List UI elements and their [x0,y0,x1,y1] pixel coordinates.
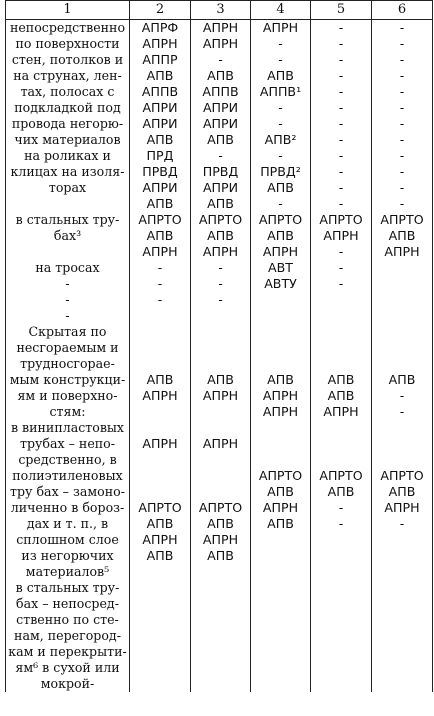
wire-mark: АПВ [207,68,234,83]
wire-mark-cell [191,324,251,692]
table-row [6,212,433,324]
description-line: бах – непосред- [16,596,119,611]
wire-mark: - [278,100,283,115]
wire-mark [372,324,432,340]
wire-mark [191,564,250,580]
wire-mark [130,420,190,436]
column-header-3: 3 [191,1,251,20]
wire-mark: АПРН [202,436,239,451]
description-line: мокрой- [40,676,95,691]
wire-mark-cell [130,324,191,692]
wire-mark [251,628,310,644]
wire-mark [191,628,250,644]
wire-mark-cell [311,20,372,213]
wire-mark: АПРИ [142,180,178,195]
description-line: на струнах, лен- [13,68,122,83]
description-line [6,196,129,212]
description-line: тах, полосах с [20,84,115,99]
wire-mark: АПВ [146,68,174,83]
wire-mark: - [338,180,344,195]
wire-mark: АПРН [202,36,239,51]
wire-mark: - [399,404,405,419]
description-line: на роликах и [24,148,111,163]
wire-mark: - [218,276,223,291]
wire-mark: АПВ [207,132,234,147]
wire-mark [251,580,310,596]
wire-mark [191,356,250,372]
wire-mark [311,340,371,356]
description-line: ям⁶ в сухой или [15,660,120,675]
wire-mark: - [338,132,344,147]
description-line [6,244,129,260]
wire-mark [372,340,432,356]
wire-mark [311,436,371,452]
wire-mark [372,612,432,628]
wire-mark: - [399,388,405,403]
wire-mark: - [338,36,344,51]
wire-mark: АПРИ [202,116,239,131]
description-line: мым конструкци- [9,372,126,387]
description-line: личенно в бороз- [10,500,125,515]
wire-mark: АПРТО [380,468,424,483]
description-line: провода негорю- [11,116,124,131]
wire-mark: АПРН [323,228,359,243]
wire-mark [251,340,310,356]
wire-mark: АПВ [207,372,234,387]
wire-mark [130,324,190,340]
description-line: непосредственно [9,20,126,35]
table-body [6,20,433,693]
wire-mark-cell [372,212,433,324]
description-line: несгораемым и [16,340,119,355]
wire-mark [130,644,190,660]
wire-mark: АПРН [142,36,178,51]
wire-mark: - [338,100,344,115]
wire-mark: АППВ [141,84,179,99]
wire-mark: - [338,148,344,163]
wire-mark [372,660,432,676]
description-line: кам и перекрыти- [8,644,127,659]
wire-mark [311,580,371,596]
wire-mark [251,436,310,452]
description-line: полиэтиленовых [12,468,123,483]
wire-mark [251,324,310,340]
wire-mark [311,308,371,324]
description-line: трубах – непо- [19,436,115,451]
wire-mark [191,420,250,436]
wire-mark [372,420,432,436]
wire-mark [130,564,190,580]
wire-mark: АПВ [267,484,294,499]
wire-mark [311,596,371,612]
wire-mark: АПРН [142,532,178,547]
wire-mark: АПВ [388,372,416,387]
wire-mark [191,452,250,468]
wire-mark [372,532,432,548]
wire-mark [130,452,190,468]
wire-mark [191,580,250,596]
wire-mark: - [338,260,344,275]
wire-mark [191,468,250,484]
description-line: Скрытая по [28,324,107,339]
description-line: нам, перегород- [14,628,121,643]
description-cell [6,324,130,692]
wire-mark-cell [251,212,311,324]
wire-mark [311,644,371,660]
description-line: торах [48,180,87,195]
wire-mark [372,596,432,612]
wire-mark [251,612,310,628]
wire-mark: - [399,148,405,163]
description-line: бах³ [53,228,82,243]
wire-mark: АПВ [207,548,234,563]
wire-mark [251,676,310,692]
wire-mark [372,436,432,452]
wire-mark: АПВ [146,132,174,147]
wire-mark-cell [311,212,372,324]
wire-mark [130,404,190,420]
wire-mark: АПРН [262,20,299,35]
wire-mark: - [278,116,283,131]
wire-mark [130,484,190,500]
wire-mark: АПРФ [141,20,179,35]
wire-mark: ПРВД² [260,164,301,179]
wire-mark: - [399,20,405,35]
wire-mark: - [218,292,223,307]
wire-mark: - [399,164,405,179]
wire-mark [372,564,432,580]
wire-mark: - [338,500,344,515]
wire-mark: - [338,52,344,67]
wire-mark: АПВ [146,548,174,563]
wire-mark: АПРН [262,500,299,515]
wire-mark: АПРТО [258,468,303,483]
wire-mark: - [399,100,405,115]
wire-mark: - [157,276,163,291]
description-line: подкладкой под [14,100,121,115]
wire-mark [191,308,250,324]
wire-mark: АПРТО [319,212,363,227]
wire-mark [191,644,250,660]
wire-mark: - [157,292,163,307]
wire-mark: - [399,116,405,131]
description-line: тру бах – замоно- [10,484,125,499]
description-cell [6,20,130,213]
wire-mark [251,644,310,660]
wire-mark: АПРИ [142,100,178,115]
wire-mark: АПРН [202,532,239,547]
description-line: на тросах [35,260,100,275]
description-line: в стальных тру- [15,212,120,227]
wire-mark-cell [130,20,191,213]
wire-mark: - [338,68,344,83]
description-line: средственно, в [18,452,117,467]
wire-mark [311,628,371,644]
wire-mark: АПВ [267,516,294,531]
wire-mark: - [338,164,344,179]
wire-mark: АПРТО [319,468,363,483]
wire-mark: - [278,36,283,51]
wire-mark: - [218,260,223,275]
wire-mark: АПВ [207,516,234,531]
wire-mark: - [218,52,223,67]
description-line: ственно по сте- [16,612,119,627]
wire-mark: АПРН [202,388,239,403]
wire-mark [372,548,432,564]
wire-mark [130,356,190,372]
wire-mark [191,340,250,356]
column-header-6: 6 [372,1,433,20]
column-header-1: 1 [6,1,130,20]
description-line: - [65,276,70,291]
wire-mark [251,548,310,564]
wire-mark [191,596,250,612]
wire-mark [311,660,371,676]
wire-mark [251,532,310,548]
wire-mark [191,612,250,628]
wire-mark [311,292,371,308]
description-line: стен, потолков и [11,52,124,67]
wire-mark: АПВ [267,372,294,387]
wire-mark: - [399,180,405,195]
wire-mark: АПВ [146,228,174,243]
column-header-4: 4 [251,1,311,20]
wire-mark-cell [251,324,311,692]
wire-mark: АПРН [202,20,239,35]
wire-mark [311,532,371,548]
wire-mark [130,340,190,356]
wire-mark: АПВ [327,484,355,499]
wire-mark [191,484,250,500]
wire-mark-cell [130,212,191,324]
wire-mark: АПВ [267,68,294,83]
wire-mark [130,628,190,644]
wire-mark-cell [191,212,251,324]
wire-types-table [5,0,433,692]
wire-mark: АПВ [146,516,174,531]
wire-mark: АПРН [142,244,178,259]
wire-mark [251,596,310,612]
wire-mark: - [399,84,405,99]
wire-mark-cell [372,20,433,213]
wire-mark: АПРН [202,244,239,259]
wire-mark: - [278,148,283,163]
column-header-2: 2 [130,1,191,20]
description-line: клицах на изоля- [10,164,125,179]
wire-mark: - [399,52,405,67]
wire-mark: АПВ [207,196,234,211]
wire-mark: АПВ [146,372,174,387]
wire-mark [372,292,432,308]
wire-mark: - [338,244,344,259]
wire-mark [130,580,190,596]
wire-mark: АПВ [146,196,174,211]
wire-mark [251,420,310,436]
wire-mark: АПРН [142,436,178,451]
wire-mark: АПРН [142,388,178,403]
wire-mark [251,660,310,676]
description-line: в винипластовых [10,420,125,435]
wire-mark: АПРН [262,404,299,419]
wire-mark: АПРН [262,244,299,259]
wire-mark: АПВ [388,228,416,243]
wire-mark: - [338,276,344,291]
wire-mark [372,308,432,324]
description-line: чих материалов [14,132,121,147]
wire-mark [311,356,371,372]
column-header-5: 5 [311,1,372,20]
wire-mark [372,644,432,660]
wire-mark: АПРТО [138,500,182,515]
wire-mark-cell [372,324,433,692]
wire-mark [130,468,190,484]
wire-mark [311,676,371,692]
description-line: в стальных тру- [15,580,120,595]
wire-mark: АПРТО [258,212,303,227]
wire-mark: АПВ [207,228,234,243]
wire-mark: АПРИ [202,180,239,195]
wire-mark [130,308,190,324]
wire-mark [311,548,371,564]
wire-mark: АППР [142,52,178,67]
wire-mark [311,452,371,468]
wire-mark: - [278,196,283,211]
wire-mark [311,612,371,628]
wire-mark: - [399,132,405,147]
wire-mark: АПВ [267,180,294,195]
wire-mark: АПРН [384,244,420,259]
description-line: дах и т. п., в [26,516,109,531]
table-header-row [6,1,433,20]
wire-mark: ПРД [146,148,174,163]
description-line: трудносгорае- [20,356,115,371]
wire-mark [311,420,371,436]
wire-mark [130,596,190,612]
description-line: сплошном слое [16,532,119,547]
wire-mark: ПРВД [142,164,178,179]
wire-mark [191,404,250,420]
wire-mark [251,308,310,324]
wire-mark [191,660,250,676]
wire-mark: АППВ [202,84,239,99]
wire-mark: АПРН [384,500,420,515]
wire-mark: АПРН [323,404,359,419]
wire-mark [191,324,250,340]
wire-mark: АПВ [267,228,294,243]
wire-mark-cell [251,20,311,213]
wire-mark: - [399,516,405,531]
wire-mark: АППВ¹ [259,84,302,99]
wire-mark: - [338,84,344,99]
description-line: - [65,308,70,323]
wire-mark: - [278,52,283,67]
table-row [6,324,433,692]
wire-mark [251,292,310,308]
description-line: - [65,292,70,307]
wire-mark [311,324,371,340]
wire-mark [372,676,432,692]
wire-mark [251,452,310,468]
wire-mark [372,628,432,644]
wire-mark: - [399,196,405,211]
wire-mark: - [338,196,344,211]
wire-mark: - [218,148,223,163]
description-line: из негорючих [21,548,114,563]
wire-mark: - [157,260,163,275]
wire-mark: АПВ [388,484,416,499]
wire-mark [251,564,310,580]
wire-mark [130,676,190,692]
wire-mark: АПВ² [264,132,297,147]
wire-mark: - [338,116,344,131]
wire-mark: АПВ [327,388,355,403]
table-row [6,20,433,213]
wire-mark [251,356,310,372]
wire-mark: АПРТО [198,212,243,227]
wire-mark-cell [191,20,251,213]
wire-mark: АПРН [262,388,299,403]
wire-mark [372,260,432,276]
wire-mark: - [399,36,405,51]
wire-mark: АПРИ [202,100,239,115]
wire-mark [372,580,432,596]
wire-mark [130,612,190,628]
description-line: по поверхности [15,36,120,51]
wire-mark: АВТУ [264,276,297,291]
wire-mark: - [338,516,344,531]
wire-mark [372,452,432,468]
wire-mark-cell [311,324,372,692]
wire-mark: АПРТО [198,500,243,515]
wire-mark: - [399,68,405,83]
description-line: ям и поверхно- [17,388,118,403]
wire-mark: АПВ [327,372,355,387]
wire-mark: ПРВД [202,164,239,179]
wire-mark: АПРТО [380,212,424,227]
wire-mark: АПРТО [138,212,182,227]
wire-mark: - [338,20,344,35]
wire-mark [372,356,432,372]
description-line: материалов⁵ [25,564,110,579]
wire-mark [130,660,190,676]
wire-mark [372,276,432,292]
wire-mark [311,564,371,580]
description-line: стям: [49,404,86,419]
wire-mark: АВТ [268,260,293,275]
description-cell [6,212,130,324]
wire-mark [191,676,250,692]
wire-mark: АПРИ [142,116,178,131]
